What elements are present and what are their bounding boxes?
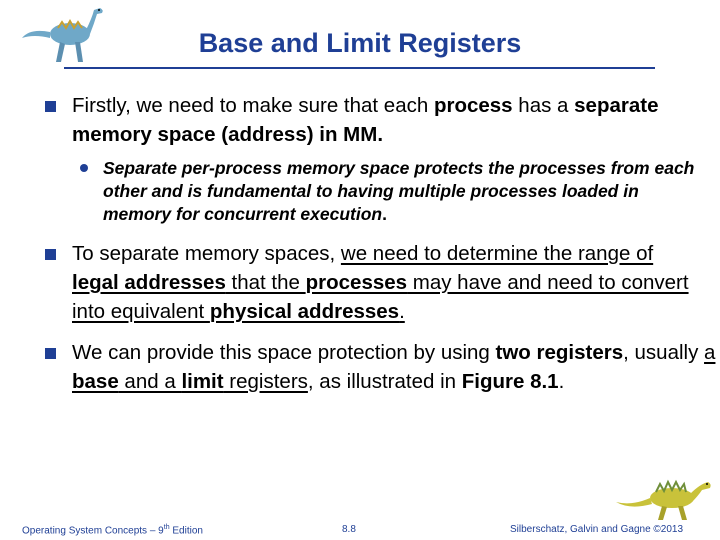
slide-title: Base and Limit Registers: [198, 28, 522, 58]
bullet-3: We can provide this space protection by using two registers, usually a base and a limit registers, as illustrated in Figure 8.1.: [72, 338, 718, 396]
footer-edition: Operating System Concepts – 9th Edition: [22, 524, 203, 537]
bullet-1: [72, 91, 692, 149]
sub-bullet-1-text: Separate per-process memory space protects the processes from each other and is fundamental to having multiple processes loaded in memory for concurrent execution: [103, 158, 695, 224]
processes: processes: [305, 271, 408, 294]
bullet-3-underlined: a base and a limit registers: [72, 341, 716, 393]
square-bullet-icon: [45, 249, 56, 260]
two-registers: two registers: [495, 341, 624, 364]
sub-bullet-1-period: .: [382, 204, 387, 224]
limit: limit: [181, 370, 224, 393]
title-underline: [64, 67, 655, 69]
bullet-1-emphasis: separate memory space (address) in MM.: [72, 94, 659, 146]
footer-copyright: Silberschatz, Galvin and Gagne ©2013: [510, 524, 684, 535]
physical-addresses: physical addresses: [209, 300, 400, 323]
round-bullet-icon: [80, 164, 88, 172]
bullet-1-process: process: [433, 94, 513, 117]
bullet-1-text-2: has a: [512, 94, 575, 117]
figure-ref: Figure 8.1: [461, 370, 559, 393]
legal-addresses: legal addresses: [72, 271, 226, 294]
footer-page-number: 8.8: [342, 524, 356, 535]
bullet-3-text: We can provide this space protection by using: [72, 341, 496, 364]
square-bullet-icon: [45, 348, 56, 359]
dinosaur-icon: [612, 462, 716, 524]
square-bullet-icon: [45, 101, 56, 112]
sub-bullet-1: [103, 157, 703, 226]
bullet-2-text: To separate memory spaces,: [72, 242, 341, 265]
bullet-2-underlined: we need to determine the range of legal addresses that the processes may have and need to convert into equivalent physical addresses.: [72, 242, 689, 323]
bullet-1-text: Firstly, we need to make sure that each: [72, 94, 434, 117]
base: base: [72, 370, 119, 393]
bullet-2: [72, 239, 692, 326]
